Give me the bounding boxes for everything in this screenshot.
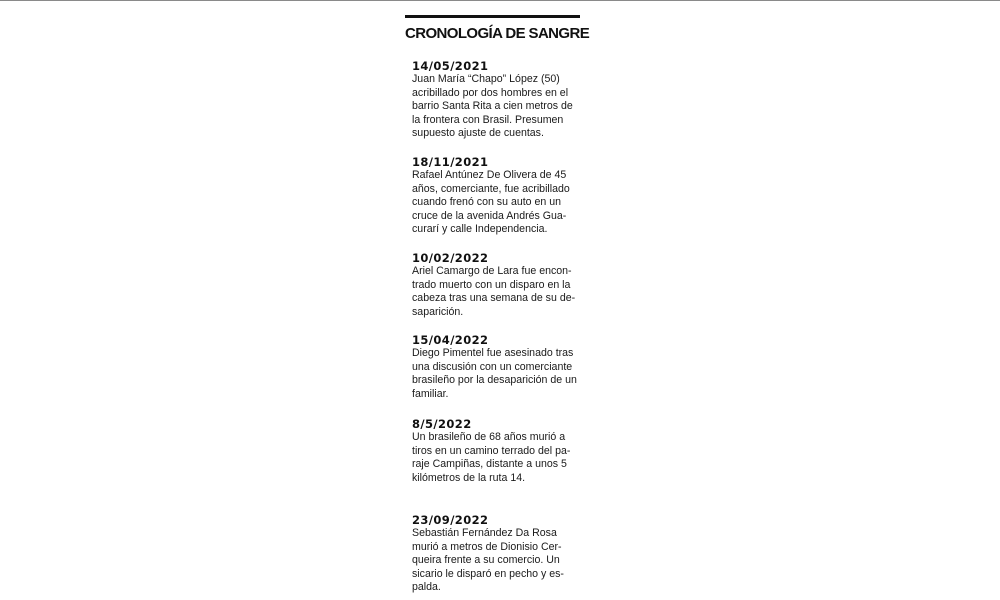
entry-date: 14/05/2021 xyxy=(412,59,489,73)
sidebar-title: CRONOLOGÍA DE SANGRE xyxy=(405,25,590,42)
chronology-entry xyxy=(412,155,580,237)
chronology-entry xyxy=(412,513,580,595)
entry-date: 23/09/2022 xyxy=(412,513,489,527)
chronology-entry xyxy=(412,251,580,319)
entry-text: Rafael Antúnez De Olivera de 45 años, comerciante, fue acribillado cuando frenó con su auto en un cruce de la avenida Andrés Gua- curarí y calle Independencia. xyxy=(412,169,570,236)
entry-date: 18/11/2021 xyxy=(412,155,489,169)
entry-text: Diego Pimentel fue asesinado tras una discusión con un comerciante brasileño por la desaparición de un familiar. xyxy=(412,347,577,400)
entry-date: 15/04/2022 xyxy=(412,333,489,347)
chronology-entry xyxy=(412,333,580,401)
entry-text: Juan María “Chapo” López (50) acribillado por dos hombres en el barrio Santa Rita a cien metros de la frontera con Brasil. Presumen supuesto ajuste de cuentas. xyxy=(412,73,573,140)
entry-text: Un brasileño de 68 años murió a tiros en un camino terrado del pa- raje Campiñas, distante a unos 5 kilómetros de la ruta 14. xyxy=(412,431,571,484)
entry-date: 10/02/2022 xyxy=(412,251,489,265)
header-rule xyxy=(405,15,580,18)
chronology-entry xyxy=(412,417,580,485)
chronology-entry xyxy=(412,59,580,141)
chronology-sidebar xyxy=(405,15,590,44)
entry-text: Sebastián Fernández Da Rosa murió a metros de Dionisio Cer- queira frente a su comercio. Un sicario le disparó en pecho y es- palda. xyxy=(412,527,564,594)
entry-date: 8/5/2022 xyxy=(412,417,472,431)
entry-text: Ariel Camargo de Lara fue encon- trado muerto con un disparo en la cabeza tras una semana de su de- saparición. xyxy=(412,265,576,318)
